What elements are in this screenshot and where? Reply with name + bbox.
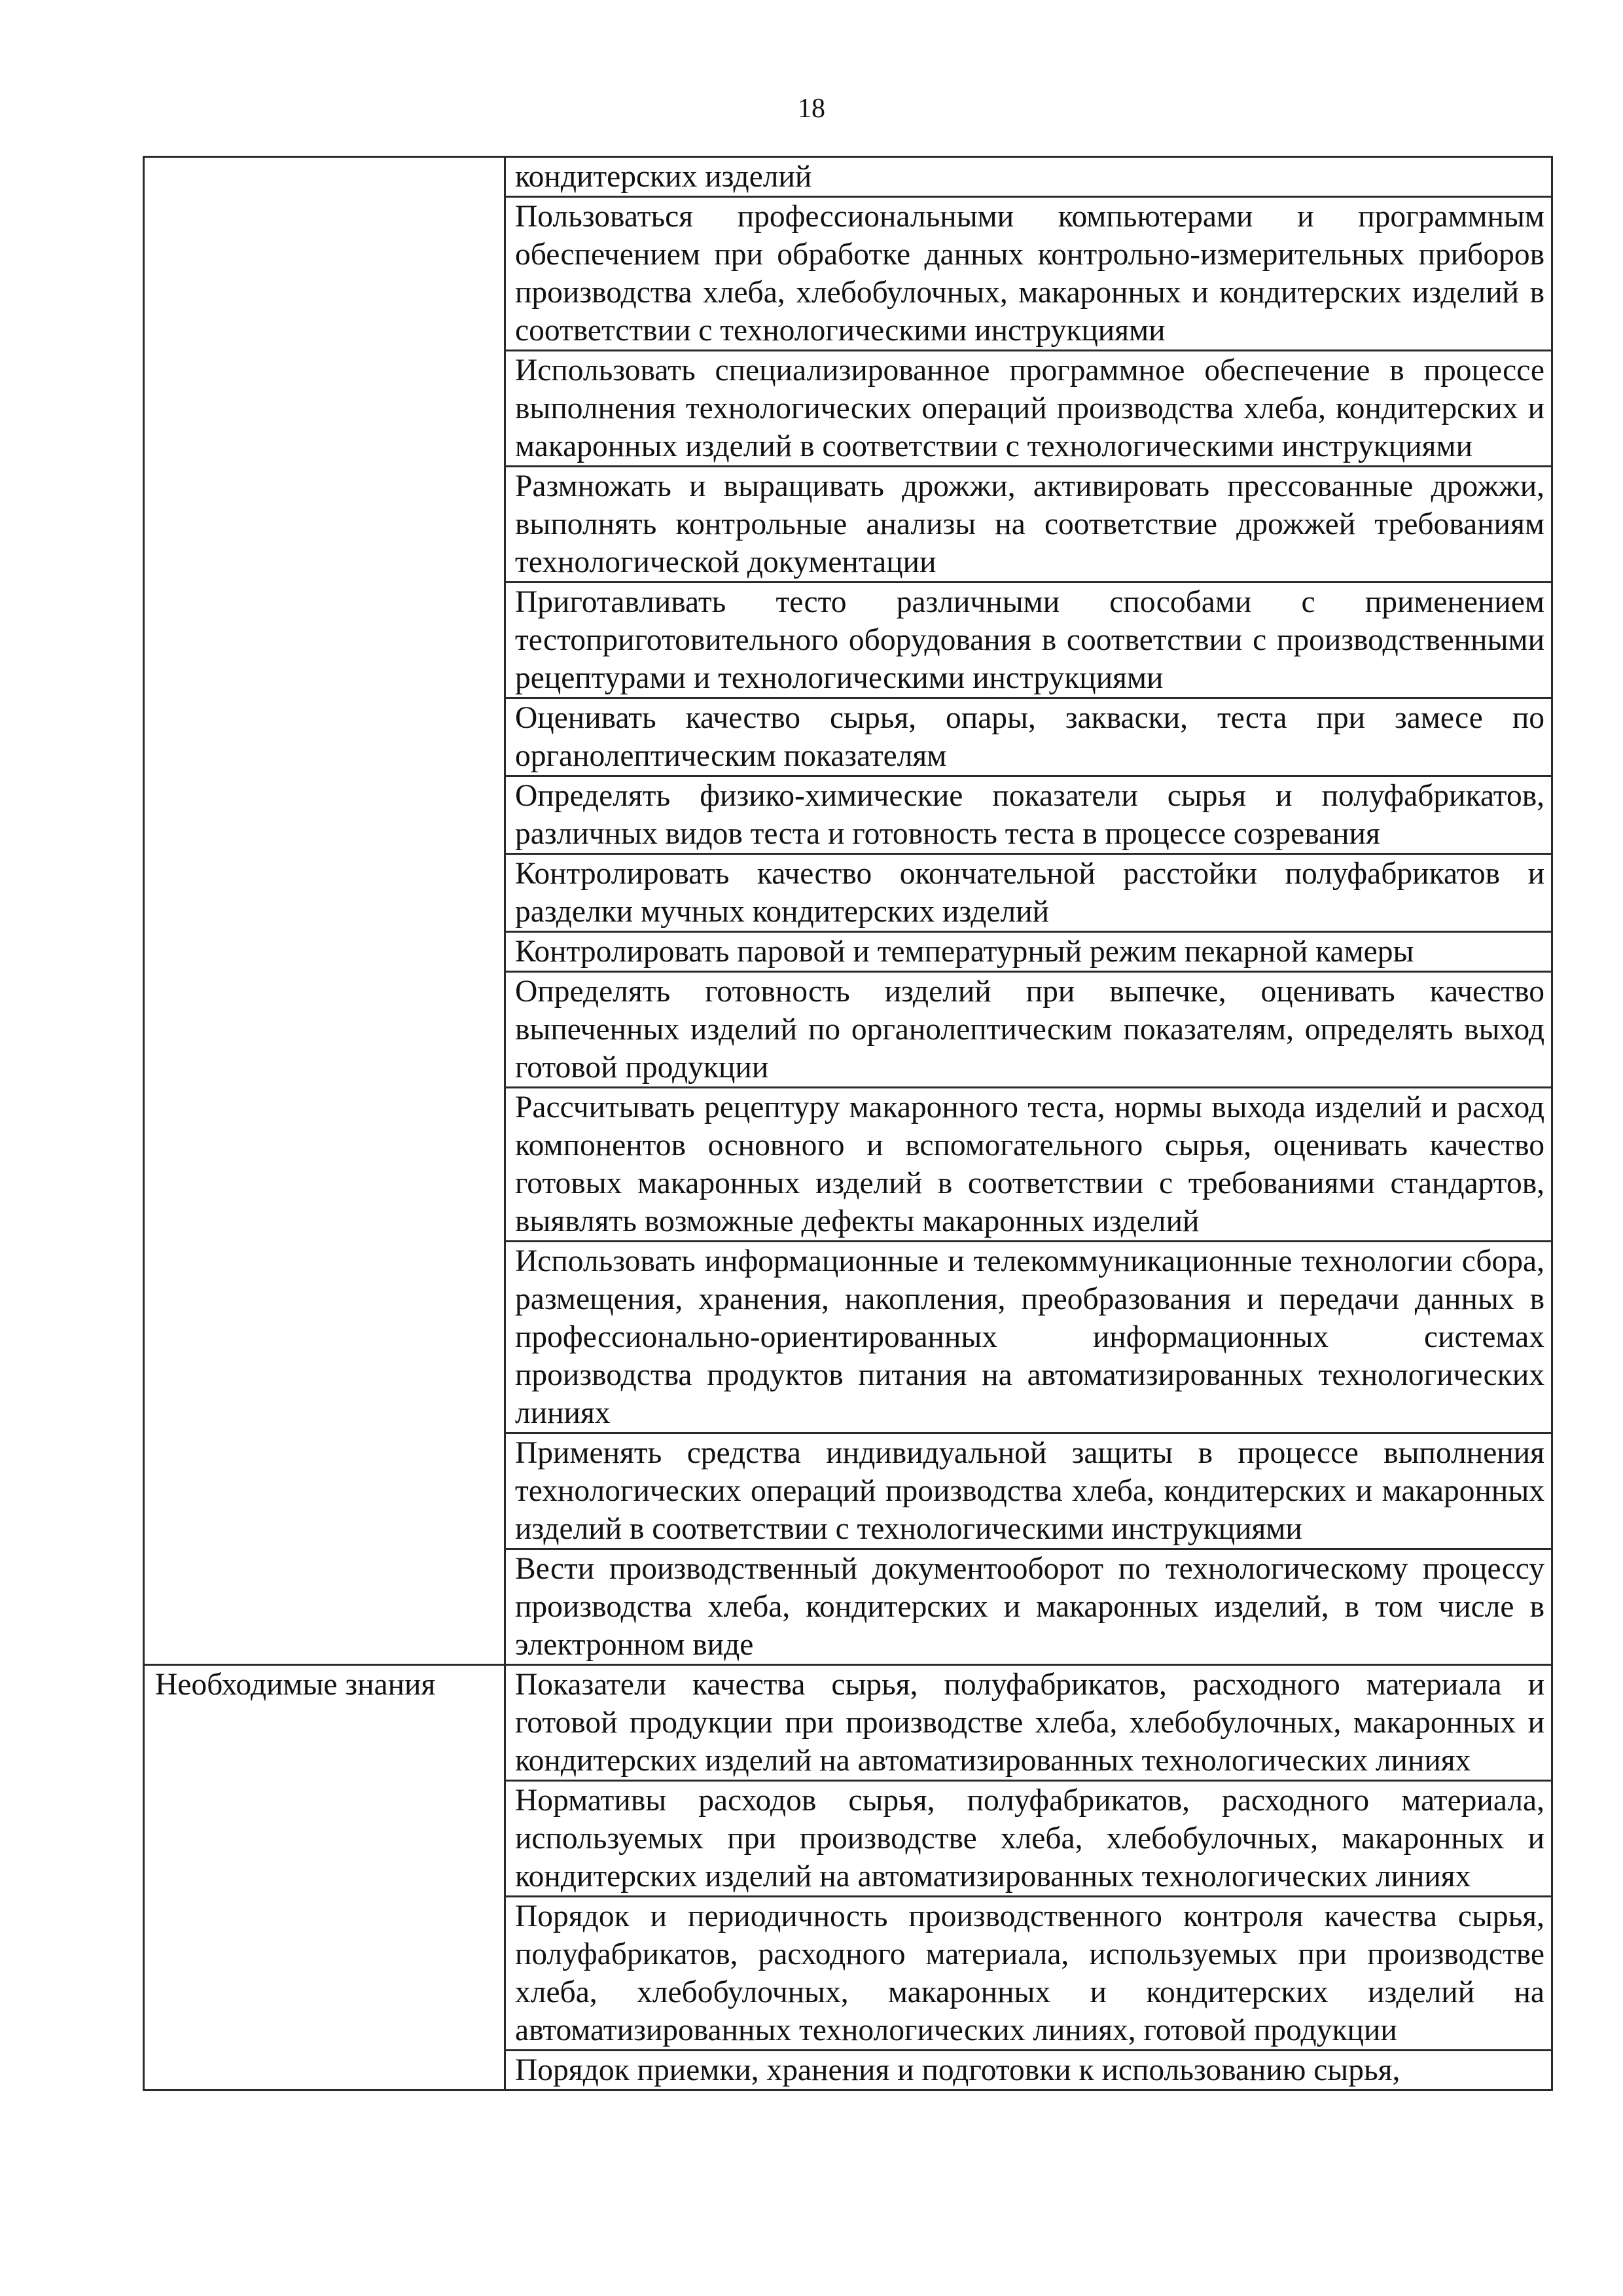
table-row xyxy=(144,157,1552,197)
skill-row-text: Использовать специализированное программное обеспечение в процессе выполнения технологических операций производства хлеба, кондитерских и макаронных изделий в соответствии с технологическими инструкциями xyxy=(505,351,1552,467)
knowledge-row-text: Порядок приемки, хранения и подготовки к использованию сырья, xyxy=(505,2051,1552,2090)
knowledge-row-text: Нормативы расходов сырья, полуфабрикатов, расходного материала, используемых при производстве хлеба, хлебобулочных, макаронных и кондитерских изделий на автоматизированных технологических линиях xyxy=(505,1781,1552,1897)
knowledge-section-label: Необходимые знания xyxy=(144,1665,505,2090)
skill-row-text: Контролировать качество окончательной расстойки полуфабрикатов и разделки мучных кондитерских изделий xyxy=(505,854,1552,932)
requirements-table xyxy=(143,156,1553,2091)
skill-row-text: Пользоваться профессиональными компьютерами и программным обеспечением при обработке данных контрольно-измерительных приборов производства хлеба, хлебобулочных, макаронных и кондитерских изделий в соответствии с технологическими инструкциями xyxy=(505,197,1552,351)
skill-row-text: кондитерских изделий xyxy=(505,157,1552,197)
knowledge-row-text: Порядок и периодичность производственного контроля качества сырья, полуфабрикатов, расходного материала, используемых при производстве хлеба, хлебобулочных, макаронных и кондитерских изделий на автоматизированных технологических линиях, готовой продукции xyxy=(505,1897,1552,2051)
skill-row-text: Использовать информационные и телекоммуникационные технологии сбора, размещения, хранения, накопления, преобразования и передачи данных в профессионально-ориентированных информационных системах производства продуктов питания на автоматизированных технологических линиях xyxy=(505,1242,1552,1433)
skill-row-text: Оценивать качество сырья, опары, закваски, теста при замесе по органолептическим показателям xyxy=(505,698,1552,776)
knowledge-row-text: Показатели качества сырья, полуфабрикатов, расходного материала и готовой продукции при производстве хлеба, хлебобулочных, макаронных и кондитерских изделий на автоматизированных технологических линиях xyxy=(505,1665,1552,1781)
skill-row-text: Определять физико-химические показатели сырья и полуфабрикатов, различных видов теста и готовность теста в процессе созревания xyxy=(505,776,1552,854)
skill-row-text: Размножать и выращивать дрожжи, активировать прессованные дрожжи, выполнять контрольные анализы на соответствие дрожжей требованиям технологической документации xyxy=(505,467,1552,583)
table-row xyxy=(144,1665,1552,1781)
skill-row-text: Определять готовность изделий при выпечке, оценивать качество выпеченных изделий по органолептическим показателям, определять выход готовой продукции xyxy=(505,972,1552,1088)
page-number: 18 xyxy=(798,94,825,124)
skill-row-text: Контролировать паровой и температурный режим пекарной камеры xyxy=(505,932,1552,972)
skill-row-text: Приготавливать тесто различными способами с применением тестоприготовительного оборудования в соответствии с производственными рецептурами и технологическими инструкциями xyxy=(505,583,1552,698)
skill-row-text: Применять средства индивидуальной защиты в процессе выполнения технологических операций производства хлеба, кондитерских и макаронных изделий в соответствии с технологическими инструкциями xyxy=(505,1433,1552,1549)
skills-label-cell-empty xyxy=(144,157,505,1665)
skill-row-text: Рассчитывать рецептуру макаронного теста, нормы выхода изделий и расход компонентов основного и вспомогательного сырья, оценивать качество готовых макаронных изделий в соответствии с требованиями стандартов, выявлять возможные дефекты макаронных изделий xyxy=(505,1088,1552,1242)
skill-row-text: Вести производственный документооборот по технологическому процессу производства хлеба, кондитерских и макаронных изделий, в том числе в электронном виде xyxy=(505,1549,1552,1665)
